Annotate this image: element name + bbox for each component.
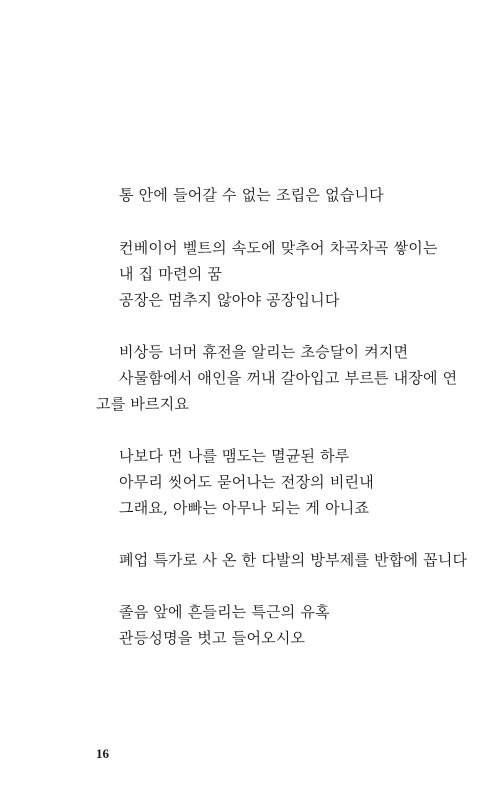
poem-line: 나보다 먼 나를 맴도는 멸균된 하루 xyxy=(119,447,350,465)
poem-line: 그래요, 아빠는 아무나 되는 게 아니죠 xyxy=(119,499,370,517)
poem-line: 통 안에 들어갈 수 없는 조립은 없습니다 xyxy=(119,186,384,204)
poem-line: 내 집 마련의 꿈 xyxy=(119,265,223,283)
poem-line: 고를 바르지요 xyxy=(96,395,190,413)
page-number: 16 xyxy=(96,746,109,761)
poem-line: 공장은 멈추지 않아야 공장입니다 xyxy=(119,291,340,309)
poem-line: 컨베이어 벨트의 속도에 맞추어 차곡차곡 쌓이는 xyxy=(119,239,438,257)
poem-line: 관등성명을 벗고 들어오시오 xyxy=(119,629,306,647)
poem-line: 사물함에서 애인을 꺼내 갈아입고 부르튼 내장에 연 xyxy=(119,369,458,387)
poem-line: 비상등 너머 휴전을 알리는 초승달이 켜지면 xyxy=(119,343,409,361)
poem-line: 졸음 앞에 흔들리는 특근의 유혹 xyxy=(119,603,330,621)
poem-line: 아무리 씻어도 묻어나는 전장의 비린내 xyxy=(119,473,374,491)
poem-line: 폐업 특가로 사 온 한 다발의 방부제를 반합에 꼽니다 xyxy=(119,551,468,569)
